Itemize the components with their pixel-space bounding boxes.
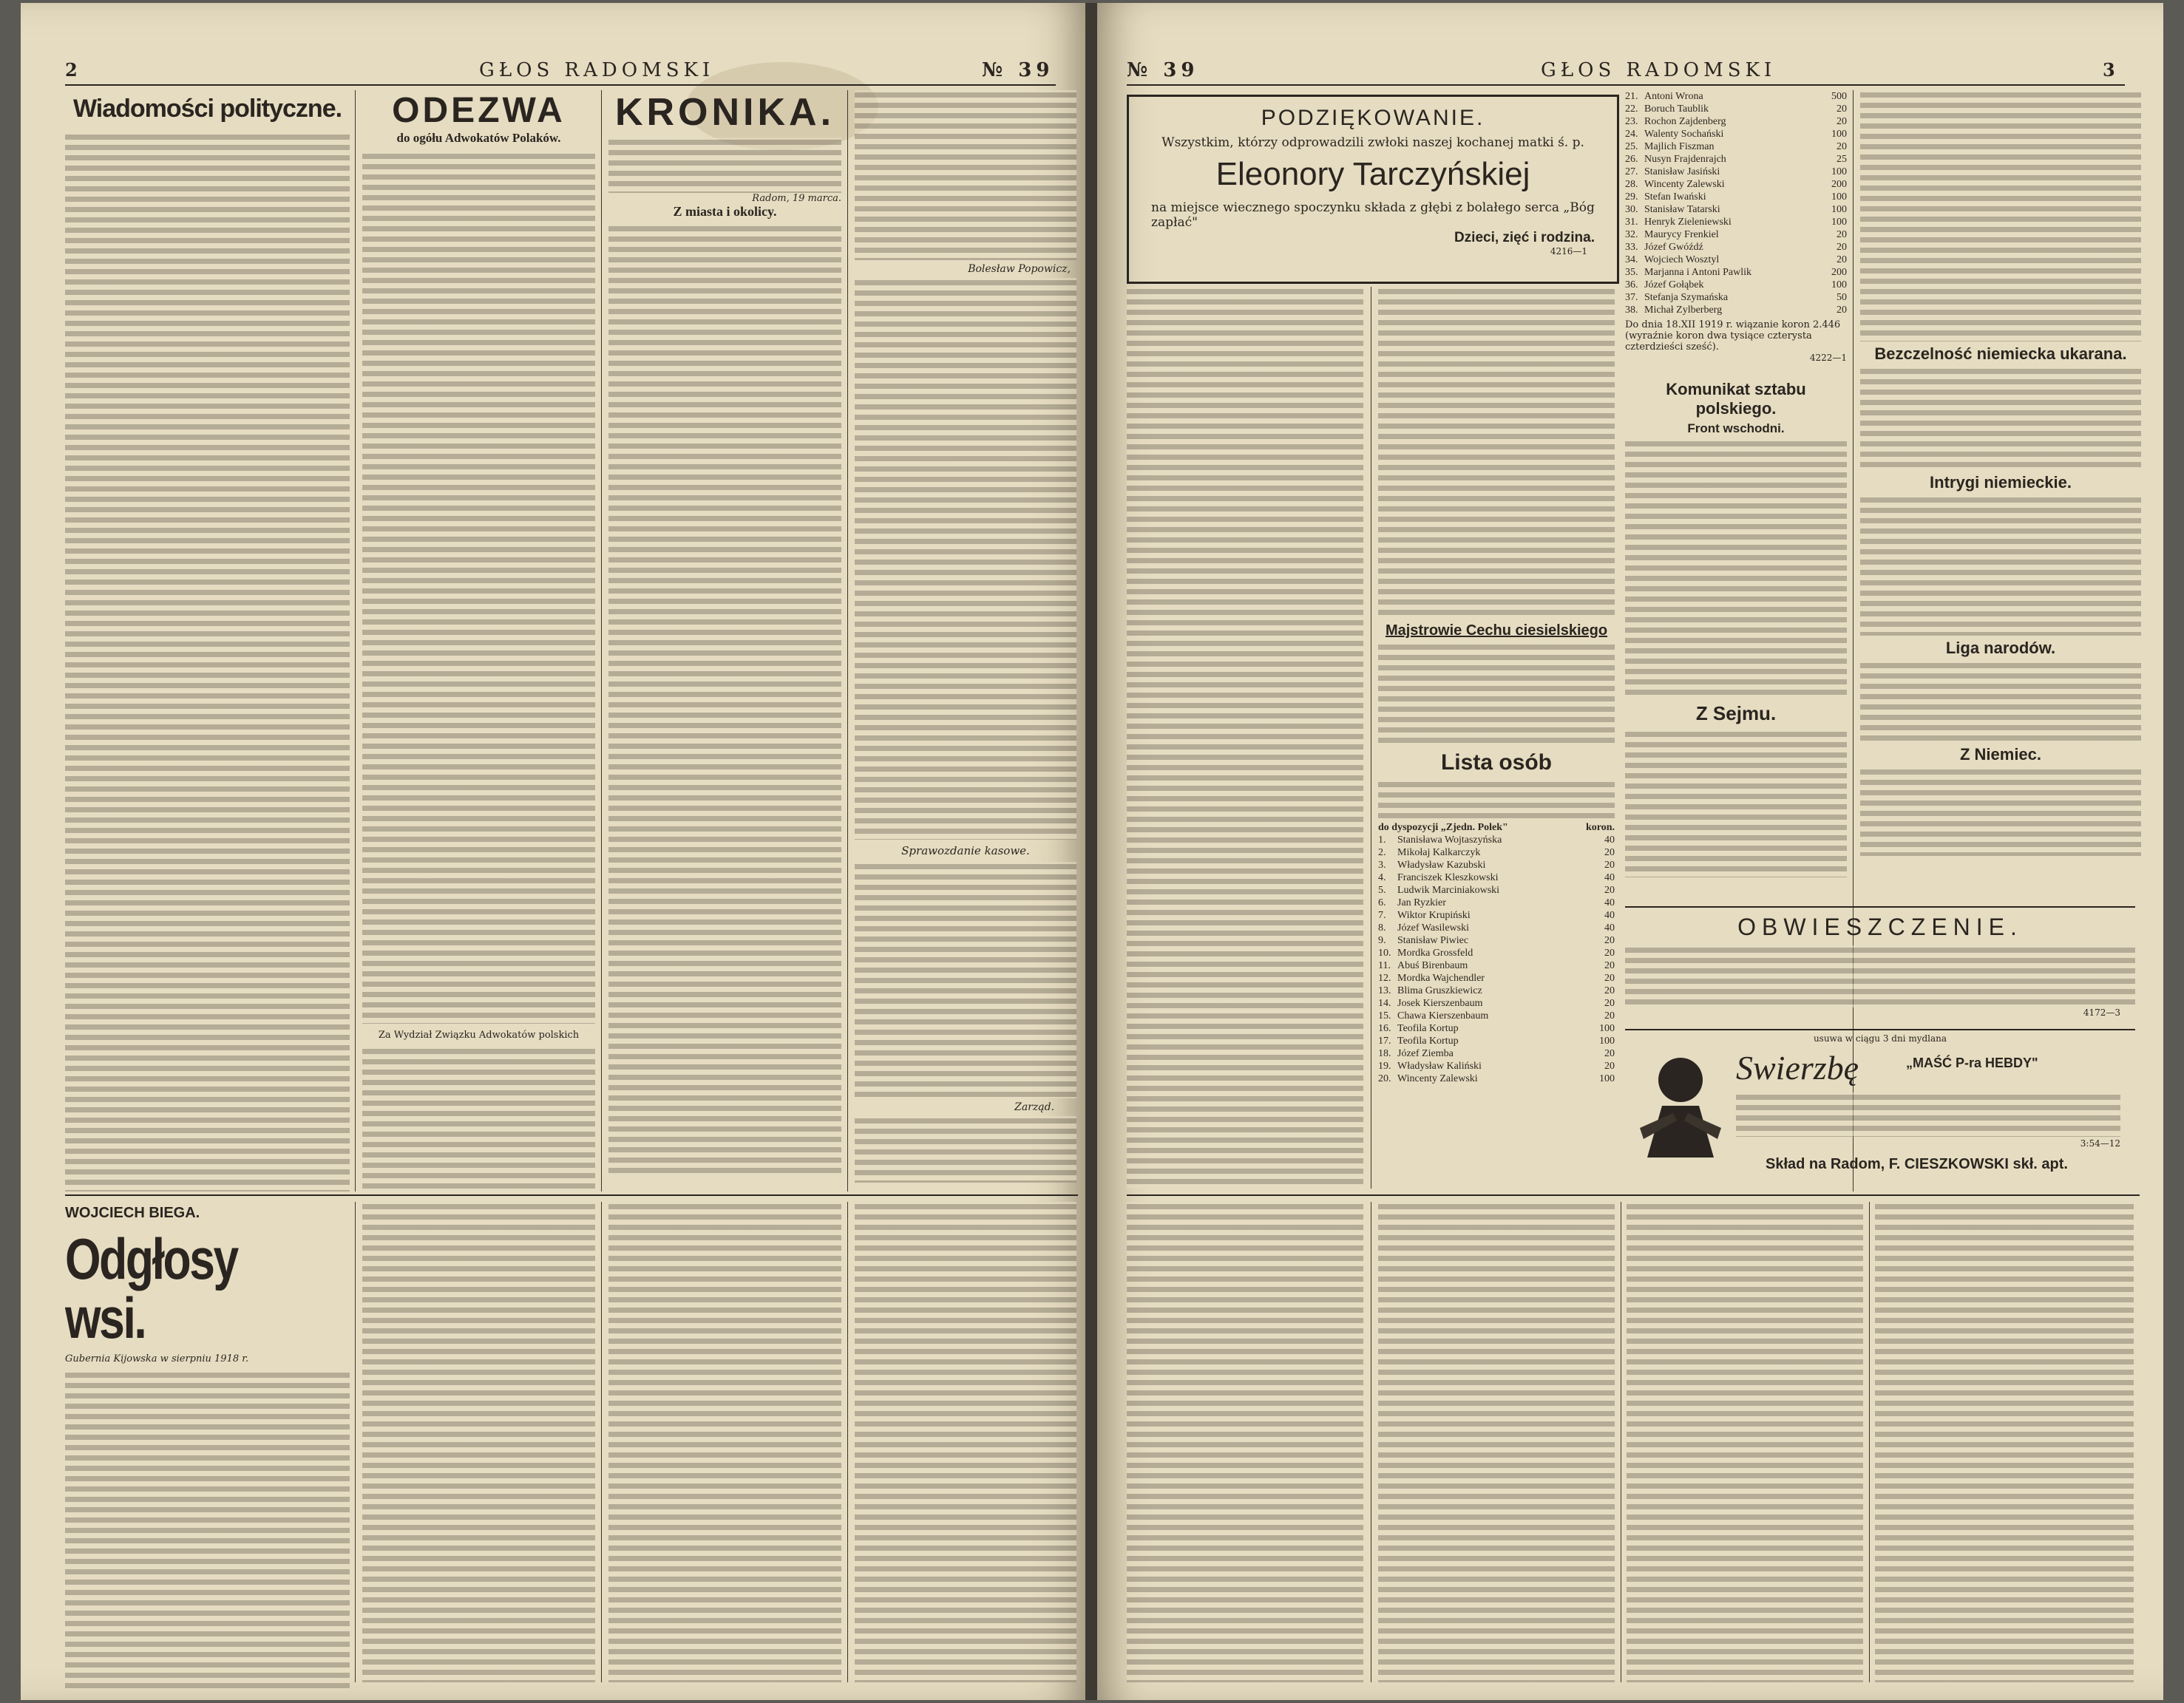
donor-amount: 20 [1604,1010,1615,1022]
donor-name: Chawa Kierszenbaum [1397,1010,1489,1022]
donor-amount: 20 [1837,254,1847,265]
masthead: GŁOS RADOMSKI [479,59,715,81]
donor-name: Blima Gruszkiewicz [1397,985,1482,996]
donor-number: 13. [1378,985,1391,996]
article-body-placeholder [1860,767,2141,856]
donor-row [1378,1035,1615,1047]
article-body-placeholder [1860,367,2141,470]
ad-illustration [1632,1047,1729,1158]
donor-amount: 100 [1831,204,1847,215]
donor-amount: 20 [1837,116,1847,127]
feuilleton-body-placeholder [1127,1202,1363,1682]
left-page [21,3,1085,1700]
donor-number: 8. [1378,922,1386,934]
donor-name: Nusyn Frajdenrajch [1644,154,1726,165]
feuilleton-body-placeholder [1378,1202,1615,1682]
donor-number: 5. [1378,885,1386,896]
donor-number: 7. [1378,910,1386,921]
column-kronika [608,90,841,1192]
donor-row [1625,166,1847,178]
donor-number: 4. [1378,872,1386,883]
donor-amount: 20 [1837,305,1847,316]
feuilleton-body-placeholder [1627,1202,1863,1682]
article-body-placeholder [855,278,1076,840]
lista2-code: 4222—1 [1809,353,1847,363]
donor-row [1378,1010,1615,1022]
donor-amount: 100 [1831,279,1847,290]
odezwa-title: ODEZWA [392,91,566,130]
article-body-placeholder [855,1116,1076,1183]
donor-row [1378,859,1615,871]
kronika-section: Z miasta i okolicy. [673,204,777,219]
donor-amount: 40 [1604,922,1615,934]
komunikat-title: Komunikat sztabu polskiego. [1666,380,1806,418]
majstrowie-title: Majstrowie Cechu ciesielskiego [1385,622,1608,639]
donor-amount: 40 [1604,872,1615,883]
donor-name: Ludwik Marciniakowski [1397,885,1500,896]
page-number: 3 [2103,59,2120,81]
donor-amount: 100 [1599,1023,1615,1034]
section-title: Wiadomości polityczne. [72,95,342,123]
obwieszczenie [1625,914,2135,1024]
donor-row [1625,216,1847,228]
column-majstrowie [1378,287,1615,1189]
donor-amount: 100 [1831,166,1847,177]
donor-number: 32. [1625,229,1638,240]
donor-name: Josek Kierszenbaum [1397,998,1483,1009]
donor-number: 1. [1378,834,1386,846]
column-rule [1869,1202,1870,1682]
donor-row [1625,115,1847,128]
donor-name: Stanisław Piwiec [1397,935,1469,946]
donor-name: Abuś Birenbaum [1397,960,1468,971]
donor-row [1378,972,1615,985]
article-body-placeholder [608,224,841,1177]
feuilleton-body-placeholder [855,1202,1076,1682]
donor-name: Mikołaj Kalkarczyk [1397,847,1481,858]
donor-row [1625,153,1847,166]
donor-number: 17. [1378,1036,1391,1047]
donor-amount: 20 [1604,973,1615,984]
donor-amount: 100 [1831,191,1847,203]
donor-name: Boruch Taublik [1644,103,1709,115]
donor-number: 15. [1378,1010,1391,1022]
donor-row [1625,140,1847,153]
donor-name: Jan Ryzkier [1397,897,1446,908]
donor-number: 2. [1378,847,1386,858]
donor-name: Józef Gołąbek [1644,279,1704,290]
lista-continuation [1625,90,1847,371]
donor-number: 24. [1625,129,1638,140]
donor-number: 3. [1378,860,1386,871]
zarzad-label: Zarząd. [1014,1101,1054,1113]
kronika-title: KRONIKA. [614,91,835,134]
donor-name: Stefan Iwański [1644,191,1706,203]
page-header-right [1127,55,2125,86]
donor-row [1625,228,1847,241]
donor-row [1378,897,1615,909]
article-body-placeholder [1736,1092,2120,1137]
donor-list-1 [1378,834,1615,1085]
donor-name: Władysław Kaliński [1397,1061,1482,1072]
donor-row [1378,959,1615,972]
donor-amount: 100 [1599,1073,1615,1084]
donor-name: Wojciech Wosztyl [1644,254,1720,265]
issue-number: № 39 [982,59,1054,81]
donor-amount: 20 [1604,948,1615,959]
column-rule [847,1202,848,1682]
swierzbe-word: Swierzbę [1736,1049,1859,1087]
donor-name: Henryk Zieleniewski [1644,217,1732,228]
donor-row [1378,846,1615,859]
article-body-placeholder [65,132,350,1192]
donor-name: Rochon Zajdenberg [1644,116,1726,127]
sprawozdanie-label: Sprawozdanie kasowe. [901,844,1030,857]
donor-number: 28. [1625,179,1638,190]
donor-row [1378,985,1615,997]
feuilleton-body-placeholder [1875,1202,2134,1682]
donor-name: Mordka Grossfeld [1397,948,1473,959]
donor-number: 34. [1625,254,1638,265]
author-line: WOJCIECH BIEGA. [65,1205,200,1221]
feuilleton-body-placeholder [608,1202,841,1682]
article-body-placeholder [1625,439,1847,698]
donor-name: Teofila Kortup [1397,1036,1459,1047]
article-body-placeholder [1378,780,1615,821]
donor-row [1378,834,1615,846]
column-odezwa [362,90,595,1192]
issue-number: № 39 [1127,59,1199,81]
donor-row [1625,178,1847,191]
donor-number: 36. [1625,279,1638,290]
donor-name: Mordka Wajchendler [1397,973,1485,984]
donor-name: Władysław Kazubski [1397,860,1486,871]
donor-amount: 20 [1604,885,1615,896]
article-body-placeholder [1860,90,2141,341]
donor-number: 6. [1378,897,1386,908]
donor-list-2 [1625,90,1847,316]
donor-number: 12. [1378,973,1391,984]
donor-row [1378,934,1615,947]
page-number: 2 [65,59,82,81]
donor-amount: 100 [1599,1036,1615,1047]
obwieszczenie-title: OBWIESZCZENIE. [1737,914,2023,940]
page-header-left [65,55,1056,86]
donor-amount: 25 [1837,154,1847,165]
article-body-placeholder [1625,945,2135,1007]
donor-number: 21. [1625,91,1638,102]
donor-amount: 20 [1604,1061,1615,1072]
donor-number: 35. [1625,267,1638,278]
article-body-placeholder [362,152,595,1024]
column-rule [601,1202,602,1682]
article-body-placeholder [65,1370,350,1690]
article-body-placeholder [1127,287,1363,1189]
lista2-footer: Do dnia 18.XII 1919 r. wiązanie koron 2.446 (wyraźnie koron dwa tysiące czterysta czterdzieści sześć). [1625,319,1841,353]
obwieszczenie-code: 4172—3 [2083,1007,2120,1018]
donor-amount: 20 [1604,847,1615,858]
donor-row [1625,90,1847,103]
donor-row [1378,1073,1615,1085]
donor-row [1378,871,1615,884]
donor-amount: 20 [1604,860,1615,871]
podziekowanie-intro: Wszystkim, którzy odprowadzili zwłoki naszej kochanej matki ś. p. [1161,135,1584,150]
donor-name: Franciszek Kleszkowski [1397,872,1499,883]
donor-row [1378,1022,1615,1035]
donor-amount: 100 [1831,129,1847,140]
donor-number: 23. [1625,116,1638,127]
donor-name: Teofila Kortup [1397,1023,1459,1034]
donor-number: 33. [1625,242,1638,253]
donor-number: 26. [1625,154,1638,165]
podziekowanie-name: Eleonory Tarczyńskiej [1215,156,1530,192]
article-body-placeholder [1378,287,1615,619]
column-rule [355,1202,356,1682]
donor-number: 27. [1625,166,1638,177]
donor-amount: 20 [1837,242,1847,253]
donor-number: 31. [1625,217,1638,228]
donor-name: Józef Ziemba [1397,1048,1454,1059]
column-news [1860,90,2141,1192]
donor-name: Majlich Fiszman [1644,141,1715,152]
donor-amount: 20 [1837,229,1847,240]
article-body-placeholder [1860,495,2141,636]
donor-amount: 200 [1831,179,1847,190]
donor-name: Wincenty Zalewski [1397,1073,1478,1084]
podziekowanie-body: na miejsce wiecznego spoczynku składa z głębi z bolałego serca „Bóg zapłać" [1151,200,1595,230]
donor-amount: 20 [1604,1048,1615,1059]
article-body-placeholder [855,90,1076,260]
donor-number: 18. [1378,1048,1391,1059]
donor-row [1625,241,1847,254]
donor-name: Maurycy Frenkiel [1644,229,1719,240]
lista-title: Lista osób [1440,750,1552,775]
podziekowanie-title: PODZIĘKOWANIE. [1261,106,1485,130]
donor-row [1625,203,1847,216]
donor-name: Stefanja Szymańska [1644,292,1729,303]
donor-number: 37. [1625,292,1638,303]
niemiec-title: Z Niemiec. [1959,745,2042,764]
donor-number: 38. [1625,305,1638,316]
donor-amount: 200 [1831,267,1847,278]
donor-number: 10. [1378,948,1391,959]
swierzbe-sklad: Skład na Radom, F. CIESZKOWSKI skł. apt. [1766,1156,2068,1172]
donor-amount: 500 [1831,91,1847,102]
article-body-placeholder [1378,642,1615,746]
donor-name: Stanisław Tatarski [1644,204,1720,215]
feuilleton-title: Odgłosy wsi. [65,1226,237,1350]
front-title: Front wschodni. [1687,421,1785,435]
sejm-title: Z Sejmu. [1695,702,1777,724]
column-komunikat [1625,380,1847,897]
swierzbe-top: usuwa w ciągu 3 dni mydlana [1813,1033,1947,1044]
donor-amount: 40 [1604,834,1615,846]
column-kronika-cont [855,90,1076,1192]
article-body-placeholder [855,862,1076,1098]
donor-row [1378,947,1615,959]
section-rule [1625,1029,2135,1030]
donor-row [1625,103,1847,115]
section-rule [1127,1194,2140,1196]
donor-amount: 20 [1604,998,1615,1009]
donor-number: 9. [1378,935,1386,946]
donor-row [1625,254,1847,266]
donor-amount: 20 [1604,985,1615,996]
donor-amount: 20 [1837,103,1847,115]
podziekowanie-box [1127,95,1619,284]
odezwa-footer: Za Wydział Związku Adwokatów polskich [378,1030,580,1041]
donor-row [1625,304,1847,316]
donor-name: Marjanna i Antoni Pawlik [1644,267,1752,278]
donor-row [1625,266,1847,279]
donor-amount: 20 [1604,935,1615,946]
odezwa-subtitle: do ogółu Adwokatów Polaków. [396,131,561,145]
column-rule [847,90,848,1192]
donor-row [1378,909,1615,922]
kronika-signature: Bolesław Popowicz, [968,263,1071,275]
donor-amount: 40 [1604,897,1615,908]
article-body-placeholder [1860,661,2141,742]
donor-number: 11. [1378,960,1391,971]
donor-row [1625,128,1847,140]
column-rule [601,90,602,1192]
column-wiadomosci [65,90,350,1192]
article-body-placeholder [608,137,841,193]
section-rule [1625,906,2135,908]
donor-row [1625,191,1847,203]
donor-amount: 20 [1837,141,1847,152]
donor-amount: 40 [1604,910,1615,921]
donor-number: 20. [1378,1073,1391,1084]
kronika-date: Radom, 19 marca. [752,193,841,204]
feuilleton-place: Gubernia Kijowska w sierpniu 1918 r. [65,1353,249,1364]
donor-number: 19. [1378,1061,1391,1072]
swierzbe-code: 3:54—12 [2080,1138,2120,1149]
donor-number: 14. [1378,998,1391,1009]
donor-name: Antoni Wrona [1644,91,1703,102]
article-body-placeholder [362,1047,595,1192]
newspaper-spread [21,3,2163,1700]
podziekowanie-code: 4216—1 [1550,246,1587,256]
donor-number: 30. [1625,204,1638,215]
liga-title: Liga narodów. [1945,639,2056,657]
donor-number: 16. [1378,1023,1391,1034]
column-rule [1853,90,1854,1192]
donor-amount: 20 [1604,960,1615,971]
donor-name: Wincenty Zalewski [1644,179,1725,190]
donor-number: 25. [1625,141,1638,152]
section-rule [65,1194,1078,1196]
donor-name: Stanisław Jasiński [1644,166,1720,177]
donor-name: Józef Wasilewski [1397,922,1469,934]
column-rule [355,90,356,1192]
donor-number: 22. [1625,103,1638,115]
column-feuilleton-head [65,1202,350,1690]
donor-row [1378,884,1615,897]
binding-gutter [1085,3,1097,1700]
right-page [1097,3,2163,1700]
swierzbe-ad [1625,1033,2135,1189]
donor-row [1625,279,1847,291]
feuilleton-body-placeholder [362,1202,595,1682]
donor-amount: 100 [1831,217,1847,228]
donor-row [1378,1047,1615,1060]
intrygi-title: Intrygi niemieckie. [1930,473,2072,492]
donor-number: 29. [1625,191,1638,203]
donor-name: Wiktor Krupiński [1397,910,1471,921]
donor-name: Walenty Sochański [1644,129,1724,140]
donor-name: Michał Zylberberg [1644,305,1723,316]
article-body-placeholder [1625,730,1847,877]
donor-row [1625,291,1847,304]
donor-name: Józef Gwóźdź [1644,242,1703,253]
donor-name: Stanisława Wojtaszyńska [1397,834,1502,846]
masthead: GŁOS RADOMSKI [1541,59,1777,81]
podziekowanie-sign: Dzieci, zięć i rodzina. [1454,230,1595,245]
donor-row [1378,922,1615,934]
bezczelnosc-title: Bezczelność niemiecka ukarana. [1874,344,2127,363]
donor-row [1378,997,1615,1010]
lista-header: do dyspozycji „Zjedn. Polek" koron. [1378,822,1615,833]
donor-amount: 50 [1837,292,1847,303]
donor-row [1378,1060,1615,1073]
swierzbe-brand: „MAŚĆ P-ra HEBDY" [1906,1056,2038,1070]
